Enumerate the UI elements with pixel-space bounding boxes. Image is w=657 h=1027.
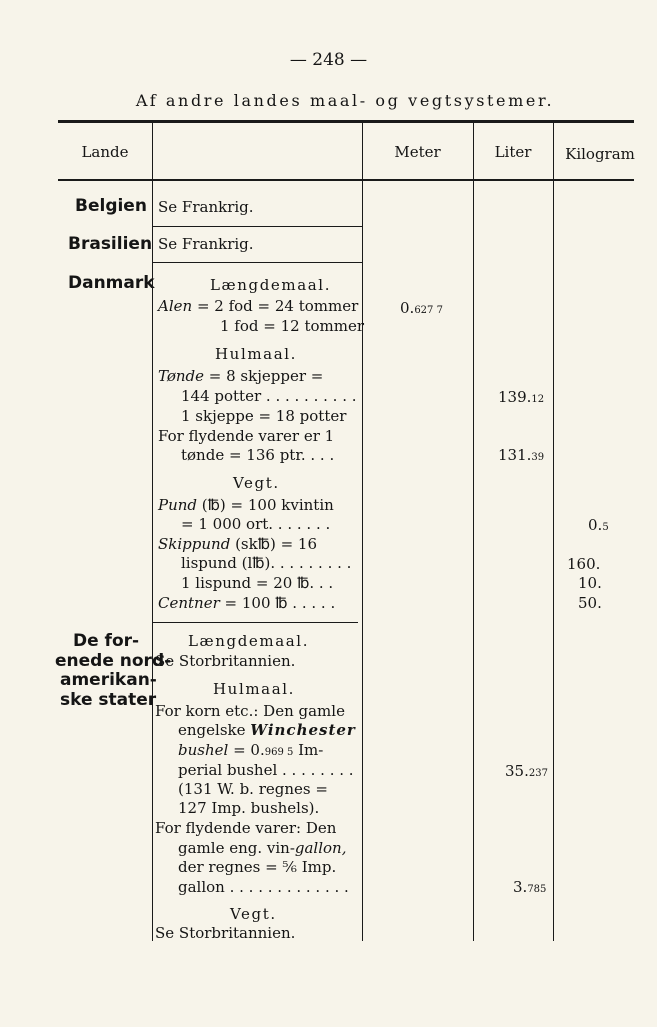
dk-centner-def: = 100 ℔ . . . . . <box>219 594 336 612</box>
dk-alen-def: = 2 fod = 24 tommer <box>192 297 359 315</box>
country-belgien: Belgien <box>75 196 147 216</box>
dk-fod-line: 1 fod = 12 tommer <box>220 317 365 335</box>
dk-pund-def: (℔) = 100 kvintin <box>197 496 334 514</box>
dk-alen-line <box>158 297 358 315</box>
header-meter: Meter <box>394 143 441 161</box>
us-engelske-line <box>178 721 356 739</box>
pund-kg-value: 0.5 <box>588 516 609 534</box>
dk-tonde-def: = 8 skjepper = <box>204 367 324 385</box>
country-danmark: Danmark <box>68 273 155 293</box>
brasilien-desc: Se Frankrig. <box>158 235 254 253</box>
country-usa-line2: enede nord- <box>55 651 172 671</box>
centner-kg-value: 50. <box>578 594 602 612</box>
us-gallon-line: gallon . . . . . . . . . . . . . <box>178 878 349 896</box>
dk-centner-term: Centner <box>158 594 220 612</box>
dk-alen-term: Alen <box>158 297 193 315</box>
header-rule <box>58 179 634 181</box>
us-131-line: (131 W. b. regnes = <box>178 780 328 798</box>
alen-meter-value: 0.627 7 <box>400 299 443 317</box>
col-divider-2 <box>362 123 363 941</box>
us-der-fraction: ⅚ <box>282 858 297 876</box>
page-number: — 248 — <box>289 50 368 70</box>
us-127-line: 127 Imp. bushels). <box>178 799 320 817</box>
dk-skippund-line <box>158 535 317 553</box>
col-divider-3 <box>473 123 474 941</box>
us-vegt-heading: Vegt. <box>230 905 277 923</box>
us-korn-line: For korn etc.: Den gamle <box>155 702 345 720</box>
page-title: Af andre landes maal- og vegtsystemer. <box>135 91 555 110</box>
us-bushel-im: Im- <box>293 741 324 759</box>
row-rule <box>152 622 358 623</box>
dk-flydende-line: For flydende varer er 1 <box>158 427 335 445</box>
dk-lispund2-line: 1 lispund = 20 ℔. . . <box>181 574 334 592</box>
dk-hulmaal-heading: Hulmaal. <box>215 345 298 363</box>
us-bushel-eq: = 0. <box>228 741 265 759</box>
col-divider-1 <box>152 123 153 941</box>
country-usa-line4: ske stater <box>60 690 157 710</box>
dk-skjeppe-line: 1 skjeppe = 18 potter <box>181 407 347 425</box>
skippund-kg-value: 160. <box>567 555 601 573</box>
dk-lispund-line: lispund (l℔). . . . . . . . . <box>181 554 352 572</box>
us-se-storbritannien-1: Se Storbritannien. <box>155 652 296 670</box>
dk-pund-term: Pund <box>158 496 198 514</box>
dk-centner-line <box>158 594 335 612</box>
us-se-storbritannien-2: Se Storbritannien. <box>155 924 296 942</box>
dk-potter-line: 144 potter . . . . . . . . . . <box>181 387 357 405</box>
country-usa-line1: De for- <box>73 631 140 651</box>
us-engelske-text: engelske <box>178 721 251 739</box>
us-gamle-text: gamle eng. vin- <box>178 839 295 857</box>
tonde-liter-value: 139.12 <box>498 388 545 406</box>
us-bushel-decimals: 969 5 <box>264 747 294 758</box>
col-divider-4 <box>553 123 554 941</box>
dk-tonde2-line: tønde = 136 ptr. . . . <box>181 446 335 464</box>
dk-skippund-term: Skippund <box>158 535 231 553</box>
us-bushel-line <box>178 741 323 759</box>
us-bushel-term: bushel <box>178 741 229 759</box>
dk-pund-line <box>158 496 334 514</box>
us-hulmaal-heading: Hulmaal. <box>213 680 296 698</box>
us-flydende-line: For flydende varer: Den <box>155 819 337 837</box>
us-imperial-line: perial bushel . . . . . . . . <box>178 761 354 779</box>
us-gallon-term: gallon, <box>294 839 347 857</box>
us-der-text: der regnes = <box>178 858 283 876</box>
dk-laengdemaal-heading: Længdemaal. <box>210 276 332 294</box>
header-kilogram: Kilogram <box>565 145 635 163</box>
row-rule <box>152 226 362 227</box>
header-liter: Liter <box>494 143 532 161</box>
lispund-kg-value: 10. <box>578 574 602 592</box>
us-der-imp: Imp. <box>296 858 337 876</box>
bushel-liter-value: 35.237 <box>505 762 548 780</box>
dk-tonde-line <box>158 367 323 385</box>
us-gamle-line <box>178 839 347 857</box>
dk-tonde-term: Tønde <box>158 367 205 385</box>
country-usa-line3: amerikan- <box>60 670 157 690</box>
gallon-liter-value: 3.785 <box>513 878 547 896</box>
us-der-line <box>178 858 336 876</box>
belgien-desc: Se Frankrig. <box>158 198 254 216</box>
row-rule <box>152 262 362 263</box>
dk-skippund-def: (sk℔) = 16 <box>230 535 318 553</box>
dk-vegt-heading: Vegt. <box>233 474 280 492</box>
dk-ort-line: = 1 000 ort. . . . . . . <box>181 515 331 533</box>
tonde2-liter-value: 131.39 <box>498 446 545 464</box>
header-lande: Lande <box>81 143 129 161</box>
country-brasilien: Brasilien <box>68 234 153 254</box>
us-laengdemaal-heading: Længdemaal. <box>188 632 310 650</box>
table-top-rule <box>58 120 634 123</box>
us-winchester-term: Winchester <box>250 721 356 739</box>
